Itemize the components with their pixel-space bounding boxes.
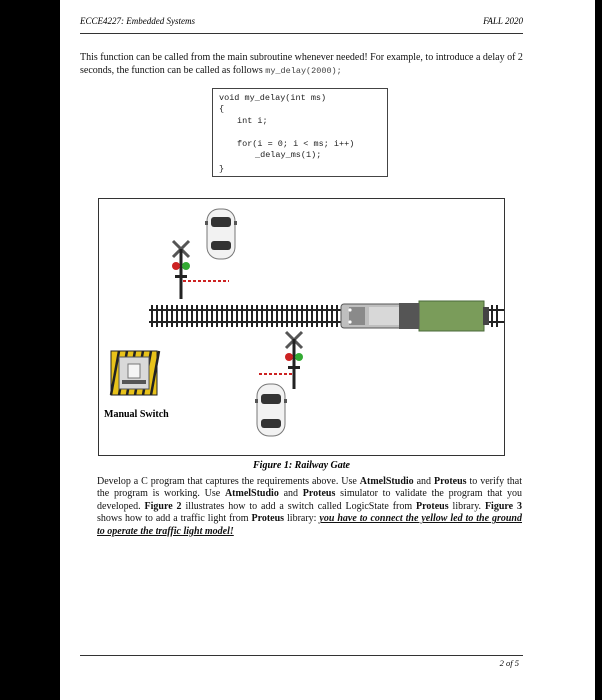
code-line-5: _delay_ms(1); bbox=[255, 150, 322, 160]
p2-b2: Proteus bbox=[433, 476, 467, 487]
railway-tie bbox=[491, 305, 493, 327]
header-rule bbox=[80, 33, 523, 34]
railway-tie bbox=[216, 305, 218, 327]
railway-tie bbox=[326, 305, 328, 327]
railway-tie bbox=[166, 305, 168, 327]
railway-tie bbox=[496, 305, 498, 327]
code-line-4: for(i = 0; i < ms; i++) bbox=[237, 139, 355, 149]
car-top bbox=[205, 209, 237, 259]
p2-s2: and bbox=[413, 476, 434, 487]
p2-s1: Develop a C program that captures the requirements above. Use bbox=[97, 476, 360, 487]
railway-tie bbox=[276, 305, 278, 327]
p2-s4: and bbox=[278, 488, 303, 500]
railway-tie bbox=[311, 305, 313, 327]
p2-s3: to verify that the program is working. Use bbox=[97, 476, 522, 500]
p2-b8: Proteus bbox=[251, 513, 285, 525]
railway-tie bbox=[226, 305, 228, 327]
code-block bbox=[212, 88, 388, 177]
p2-b1: AtmelStudio bbox=[359, 476, 414, 487]
railway-tie bbox=[286, 305, 288, 327]
railway-tie bbox=[161, 305, 163, 327]
manual-switch bbox=[111, 351, 159, 395]
railway-tie bbox=[331, 305, 333, 327]
railway-tie bbox=[301, 305, 303, 327]
railway-tie bbox=[296, 305, 298, 327]
car-bottom bbox=[255, 384, 287, 436]
railway-tie bbox=[221, 305, 223, 327]
railway-tie bbox=[316, 305, 318, 327]
page-number: 2 of 5 bbox=[499, 658, 519, 668]
railway-tie bbox=[321, 305, 323, 327]
railway-tie bbox=[236, 305, 238, 327]
railway-tie bbox=[211, 305, 213, 327]
railway-tie bbox=[201, 305, 203, 327]
code-line-3: int i; bbox=[237, 116, 268, 126]
railway-tie bbox=[256, 305, 258, 327]
p2-b5: Figure 2 bbox=[144, 500, 182, 512]
railway-tie bbox=[291, 305, 293, 327]
p2-s5: simulator to validate the program that you developed. bbox=[97, 488, 522, 512]
railway-tie bbox=[306, 305, 308, 327]
railway-tie bbox=[186, 305, 188, 327]
train bbox=[341, 301, 489, 331]
p2-s7: library. bbox=[448, 500, 485, 512]
header-course: ECCE4227: Embedded Systems bbox=[80, 16, 195, 26]
p2-s6: illustrates how to add a switch called LogicState from bbox=[181, 500, 417, 512]
p2-b6: Proteus bbox=[416, 500, 449, 512]
code-line-6: } bbox=[219, 164, 225, 174]
railway-tie bbox=[231, 305, 233, 327]
railway-tie bbox=[281, 305, 283, 327]
header-term: FALL 2020 bbox=[483, 16, 523, 26]
railway-tie bbox=[246, 305, 248, 327]
railway-tie bbox=[171, 305, 173, 327]
inline-code: my_delay(2000); bbox=[265, 65, 342, 76]
p2-underlined-note: you have to connect the yellow led to the ground to operate the traffic light model! bbox=[97, 513, 522, 537]
p2-s9: library: bbox=[284, 513, 320, 525]
railway-tie bbox=[181, 305, 183, 327]
code-line-1: void my_delay(int ms) bbox=[219, 93, 327, 103]
p2-b4: Proteus bbox=[302, 488, 336, 500]
p2-b3: AtmelStudio bbox=[224, 488, 279, 500]
crossing-signal-bottom bbox=[259, 332, 303, 389]
code-line-2: { bbox=[219, 104, 225, 114]
railway-tie bbox=[151, 305, 153, 327]
railway-tie bbox=[266, 305, 268, 327]
intro-text: This function can be called from the main subroutine whenever needed! For example, to introduce a delay of 2 seconds, the function can be called as follows bbox=[80, 52, 523, 76]
railway-tie bbox=[271, 305, 273, 327]
railway-tie bbox=[196, 305, 198, 327]
railway-tie bbox=[251, 305, 253, 327]
figure-caption: Figure 1: Railway Gate bbox=[253, 460, 350, 471]
railway-tie bbox=[206, 305, 208, 327]
railway-gate-figure bbox=[98, 198, 505, 456]
railway-tie bbox=[241, 305, 243, 327]
p2-b7: Figure 3 bbox=[484, 500, 522, 512]
intro-paragraph bbox=[80, 52, 525, 77]
railway-tie bbox=[191, 305, 193, 327]
manual-switch-label: Manual Switch bbox=[104, 409, 169, 420]
railway-tie bbox=[156, 305, 158, 327]
railway-tie bbox=[336, 305, 338, 327]
p2-s8: shows how to add a traffic light from bbox=[97, 513, 252, 525]
footer-rule bbox=[80, 655, 523, 656]
railway-tie bbox=[261, 305, 263, 327]
document-page bbox=[60, 0, 595, 700]
railway-tie bbox=[176, 305, 178, 327]
instructions-paragraph bbox=[97, 476, 522, 538]
